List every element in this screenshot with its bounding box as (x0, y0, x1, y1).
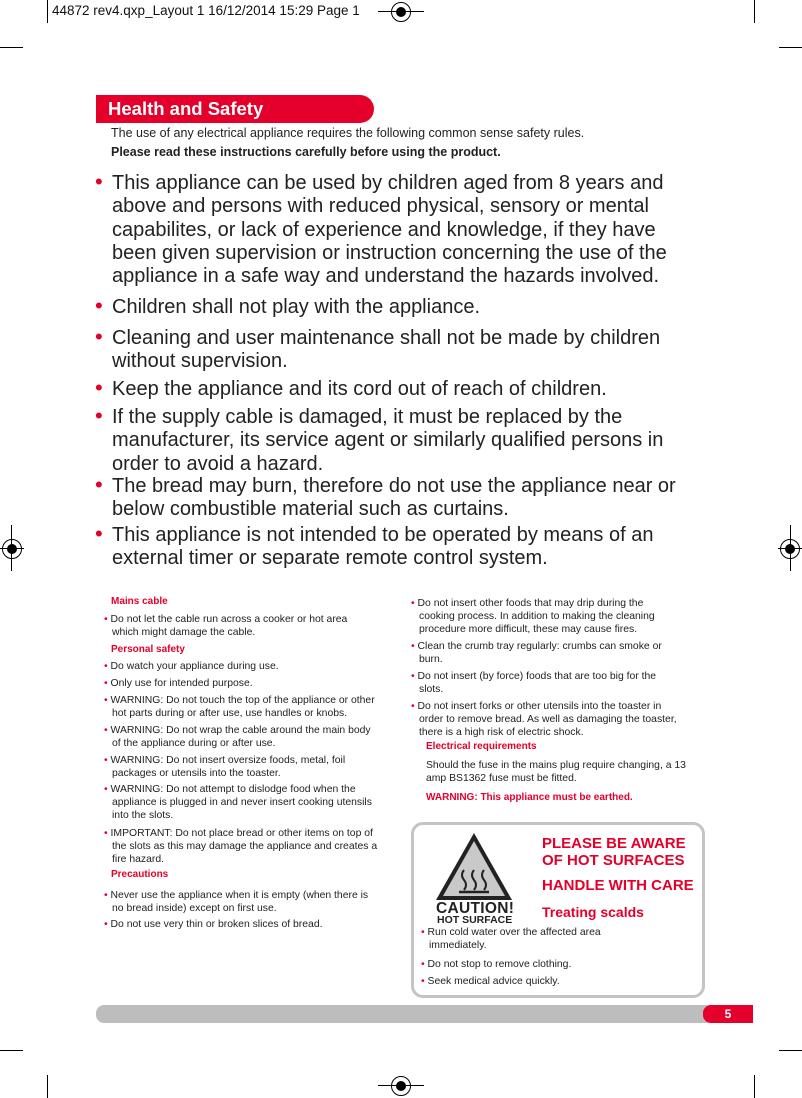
item-text: WARNING: Do not attempt to dislodge food when the appliance is plugged in and never insert cooking utensils into the slots. (110, 784, 372, 821)
treating-scalds-heading: Treating scalds (542, 904, 644, 920)
list-item (104, 783, 372, 822)
main-rule (95, 403, 664, 476)
bullet-icon: • (95, 403, 103, 428)
registration-mark-icon (780, 539, 800, 559)
bullet-icon: • (104, 828, 108, 839)
bullet-icon: • (95, 169, 103, 194)
item-text: WARNING: Do not insert oversize foods, metal, foil packages or utensils into the toaster. (110, 755, 346, 779)
rule-text: The bread may burn, therefore do not use the appliance near or below combustible material such as curtains. (112, 475, 676, 521)
main-rule (95, 375, 607, 401)
item-text: WARNING: Do not touch the top of the appliance or other hot parts during or after use, use handles or knobs. (110, 695, 375, 719)
heading-personal-safety: Personal safety (111, 644, 185, 655)
rule-text: Cleaning and user maintenance shall not be made by children without supervision. (112, 327, 661, 373)
item-text: Do not insert forks or other utensils into the toaster in order to remove bread. As well as damaging the toaster, there is a high risk of electric shock. (417, 701, 677, 738)
hot-box-line3: HANDLE WITH CARE (542, 877, 694, 894)
list-item (411, 700, 677, 739)
crop-mark (754, 1075, 755, 1098)
list-item (104, 724, 371, 750)
list-item (104, 677, 253, 690)
bullet-icon: • (411, 598, 415, 609)
bullet-icon: • (411, 671, 415, 682)
crop-mark (47, 1075, 48, 1098)
heading-electrical: Electrical requirements (426, 741, 537, 752)
bullet-icon: • (104, 784, 108, 795)
bullet-icon: • (95, 324, 103, 349)
bullet-icon: • (421, 959, 425, 970)
crop-mark (754, 0, 755, 23)
bullet-icon: • (104, 919, 108, 930)
bullet-icon: • (95, 521, 103, 546)
rule-text: This appliance is not intended to be operated by means of an external timer or separate remote control system. (112, 524, 654, 570)
item-text: Do not let the cable run across a cooker or hot area which might damage the cable. (110, 614, 348, 638)
main-rule (95, 293, 480, 319)
heading-mains-cable: Mains cable (111, 596, 168, 607)
section-title: Health and Safety (96, 95, 374, 123)
rule-text: This appliance can be used by children aged from 8 years and above and persons with reduced physical, sensory or mental capabilites, or lack of experience and knowledge, if they have been given supervision or instruction concerning the use of the appliance in a safe way and understand the hazards involved. (112, 172, 667, 288)
print-slug: 44872 rev4.qxp_Layout 1 16/12/2014 15:29 Page 1 (52, 3, 360, 18)
list-item (411, 597, 655, 636)
main-rule (95, 521, 654, 571)
item-text: Seek medical advice quickly. (427, 976, 560, 987)
bullet-icon: • (104, 755, 108, 766)
list-item (421, 975, 560, 988)
hot-surface-warning-icon (433, 830, 515, 904)
rule-text: Keep the appliance and its cord out of reach of children. (112, 378, 607, 400)
registration-mark-icon (391, 2, 411, 22)
crop-mark (47, 0, 48, 23)
earth-warning: WARNING: This appliance must be earthed. (426, 792, 633, 803)
list-item (104, 613, 347, 639)
caution-label: CAUTION! (436, 900, 515, 917)
main-rule (95, 169, 667, 288)
item-text: Run cold water over the affected area immediately. (427, 927, 601, 951)
list-item (411, 670, 656, 696)
electrical-text: Should the fuse in the mains plug require changing, a 13 amp BS1362 fuse must be fitted. (426, 760, 686, 784)
bullet-icon: • (104, 614, 108, 625)
main-rule (95, 324, 661, 374)
bullet-icon: • (104, 678, 108, 689)
main-rule (95, 472, 676, 522)
item-text: Do not insert (by force) foods that are too big for the slots. (417, 671, 657, 695)
list-item (421, 958, 571, 971)
item-text: Clean the crumb tray regularly: crumbs can smoke or burn. (417, 641, 662, 665)
list-item (104, 827, 377, 866)
crop-mark (779, 1050, 802, 1051)
hot-surface-label: HOT SURFACE (437, 914, 513, 926)
rule-text: If the supply cable is damaged, it must be replaced by the manufacturer, its service agent or similarly qualified persons in order to avoid a hazard. (112, 406, 664, 475)
crop-mark (0, 47, 23, 48)
item-text: Do not insert other foods that may drip during the cooking process. In addition to making the cleaning procedure more difficult, these may cause fires. (417, 598, 655, 635)
list-item (104, 754, 345, 780)
item-text: Do watch your appliance during use. (110, 661, 279, 672)
bullet-icon: • (95, 375, 103, 400)
bullet-icon: • (104, 890, 108, 901)
crop-mark (0, 1050, 23, 1051)
bullet-icon: • (104, 661, 108, 672)
bullet-icon: • (104, 695, 108, 706)
hot-box-line2: OF HOT SURFACES (542, 852, 685, 869)
item-text: Only use for intended purpose. (110, 678, 253, 689)
list-item (104, 660, 279, 673)
list-item (411, 640, 662, 666)
intro-bold-text: Please read these instructions carefully before using the product. (111, 145, 501, 159)
footer-bar (96, 1005, 708, 1023)
bullet-icon: • (95, 293, 103, 318)
item-text: Do not stop to remove clothing. (427, 959, 572, 970)
registration-mark-icon (391, 1076, 411, 1096)
rule-text: Children shall not play with the appliance. (112, 296, 480, 318)
bullet-icon: • (421, 927, 425, 938)
hot-box-line1: PLEASE BE AWARE (542, 835, 686, 852)
heading-precautions: Precautions (111, 869, 169, 880)
item-text: Do not use very thin or broken slices of bread. (110, 919, 323, 930)
list-item (104, 694, 375, 720)
page-number: 5 (703, 1005, 753, 1023)
bullet-icon: • (104, 725, 108, 736)
bullet-icon: • (411, 701, 415, 712)
list-item (104, 918, 323, 931)
bullet-icon: • (421, 976, 425, 987)
crop-mark (779, 47, 802, 48)
item-text: Never use the appliance when it is empty (when there is no bread inside) except on first use. (110, 890, 369, 914)
bullet-icon: • (95, 472, 103, 497)
list-item (421, 926, 601, 952)
intro-text: The use of any electrical appliance requires the following common sense safety rules. (111, 126, 585, 140)
list-item (104, 889, 368, 915)
item-text: IMPORTANT: Do not place bread or other items on top of the slots as this may damage the appliance and creates a fire hazard. (110, 828, 378, 865)
bullet-icon: • (411, 641, 415, 652)
item-text: WARNING: Do not wrap the cable around the main body of the appliance during or after use. (110, 725, 371, 749)
registration-mark-icon (2, 539, 22, 559)
